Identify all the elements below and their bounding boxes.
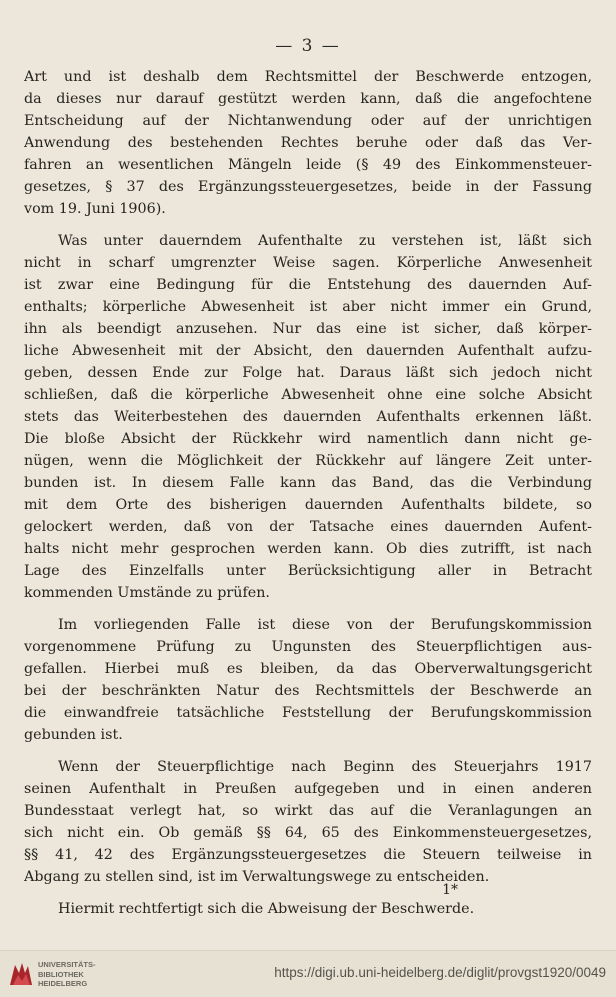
- text-line: Bundesstaat verlegt hat, so wirkt das auf die Veranlagungen an: [24, 803, 592, 819]
- heidelberg-library-logo-icon[interactable]: [6, 959, 36, 989]
- text-line: Lage des Einzelfalls unter Berücksichtigung aller in Betracht: [24, 563, 592, 579]
- text-line: vom 19. Juni 1906).: [24, 201, 166, 217]
- text-line: halts nicht mehr gesprochen werden kann. Ob dies zutrifft, ist nach: [24, 541, 592, 557]
- text-line: Im vorliegenden Falle ist diese von der Berufungskommission: [58, 617, 592, 633]
- text-line: fahren an wesentlichen Mängeln leide (§ 49 des Einkommensteuer-: [24, 157, 592, 173]
- library-name-line: UNIVERSITÄTS-: [38, 960, 96, 969]
- text-line: ihn als beendigt anzusehen. Nur das eine ist sicher, daß körper-: [24, 321, 592, 337]
- library-name-line: BIBLIOTHEK: [38, 969, 84, 979]
- text-line: bei der beschränkten Natur des Rechtsmittels der Beschwerde an: [24, 683, 592, 699]
- body-text: [24, 66, 592, 920]
- text-line: schließen, daß die körperliche Abwesenheit ohne eine solche Absicht: [24, 387, 592, 403]
- text-line: Wenn der Steuerpflichtige nach Beginn des Steuerjahrs 1917: [58, 759, 592, 775]
- text-line: liche Abwesenheit mit der Absicht, den dauernden Aufenthalt aufzu-: [24, 343, 592, 359]
- library-name: [38, 960, 96, 989]
- paragraph: [24, 66, 592, 220]
- text-line: §§ 41, 42 des Ergänzungssteuergesetzes die Steuern teilweise in: [24, 847, 592, 863]
- text-line: bunden ist. In diesem Falle kann das Band, das die Verbindung: [24, 475, 592, 491]
- text-line: Anwendung des bestehenden Rechtes beruhe oder daß das Ver-: [24, 135, 592, 151]
- text-line: Entscheidung auf der Nichtanwendung oder auf der unrichtigen: [24, 113, 592, 129]
- permalink-url[interactable]: https://digi.ub.uni-heidelberg.de/diglit/provgst1920/0049: [274, 965, 606, 980]
- text-line: Was unter dauerndem Aufenthalte zu verstehen ist, läßt sich: [58, 233, 592, 249]
- text-line: die einwandfreie tatsächliche Feststellung der Berufungskommission: [24, 705, 592, 721]
- text-line: gelockert werden, daß von der Tatsache eines dauernden Aufent-: [24, 519, 592, 535]
- text-line: gebunden ist.: [24, 727, 123, 743]
- text-line: mit dem Orte des bisherigen dauernden Aufenthalts bildete, so: [24, 497, 592, 513]
- text-line: da dieses nur darauf gestützt werden kann, daß die angefochtene: [24, 91, 592, 107]
- text-line: Art und ist deshalb dem Rechtsmittel der Beschwerde entzogen,: [24, 69, 592, 85]
- library-name-line: HEIDELBERG: [38, 979, 88, 988]
- paragraph-gap: [24, 220, 592, 230]
- text-line: nicht in scharf umgrenzter Weise sagen. Körperliche Anwesenheit: [24, 255, 592, 271]
- text-line: Die bloße Absicht der Rückkehr wird namentlich dann nicht ge-: [24, 431, 592, 447]
- text-line: Hiermit rechtfertigt sich die Abweisung der Beschwerde.: [58, 901, 475, 917]
- paragraph-gap: [24, 746, 592, 756]
- text-line: ist zwar eine Bedingung für die Entstehung des dauernden Auf-: [24, 277, 592, 293]
- viewer-footer: [0, 950, 616, 997]
- paragraph: [24, 898, 592, 920]
- text-line: stets das Weiterbestehen des dauernden Aufenthalts erkennen läßt.: [24, 409, 592, 425]
- text-line: gefallen. Hierbei muß es bleiben, da das Oberverwaltungsgericht: [24, 661, 592, 677]
- text-line: enthalts; körperliche Abwesenheit ist aber nicht immer ein Grund,: [24, 299, 592, 315]
- paragraph: [24, 756, 592, 888]
- page-number: — 3 —: [275, 36, 341, 56]
- text-line: nügen, wenn die Möglichkeit der Rückkehr auf längere Zeit unter-: [24, 453, 592, 469]
- text-line: seinen Aufenthalt in Preußen aufgegeben und in einen anderen: [24, 781, 592, 797]
- signature-mark: 1*: [442, 882, 458, 898]
- paragraph: [24, 230, 592, 604]
- paragraph-gap: [24, 604, 592, 614]
- text-line: vorgenommene Prüfung zu Ungunsten des Steuerpflichtigen aus-: [24, 639, 592, 655]
- text-line: geben, dessen Ende zur Folge hat. Daraus läßt sich jedoch nicht: [24, 365, 592, 381]
- text-line: Abgang zu stellen sind, ist im Verwaltungswege zu entscheiden.: [24, 869, 490, 885]
- text-line: gesetzes, § 37 des Ergänzungssteuergesetzes, beide in der Fassung: [24, 179, 592, 195]
- paragraph-gap: [24, 888, 592, 898]
- text-line: sich nicht ein. Ob gemäß §§ 64, 65 des Einkommensteuergesetzes,: [24, 825, 592, 841]
- paragraph: [24, 614, 592, 746]
- text-line: kommenden Umstände zu prüfen.: [24, 585, 270, 601]
